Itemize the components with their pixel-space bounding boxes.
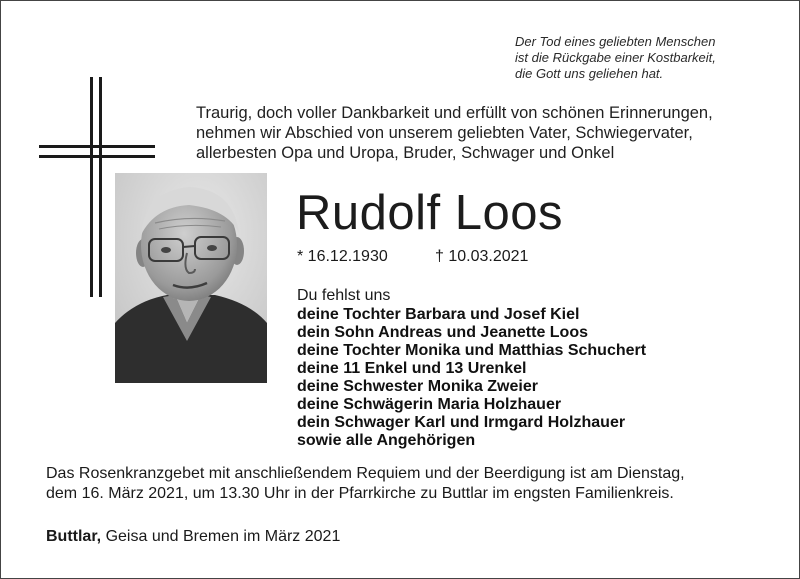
family-member: sowie alle Angehörigen: [297, 432, 476, 449]
portrait-illustration: [115, 173, 267, 383]
family-heading: Du fehlst uns: [297, 287, 391, 304]
family-member: deine Tochter Monika und Matthias Schuchert: [297, 342, 647, 359]
family-list: [297, 306, 646, 450]
death-date: † 10.03.2021: [435, 248, 529, 265]
family-member: deine Tochter Barbara und Josef Kiel: [297, 306, 580, 323]
life-dates: [297, 247, 529, 267]
family-member: deine 11 Enkel und 13 Urenkel: [297, 360, 527, 377]
birth-date: * 16.12.1930: [297, 248, 388, 265]
family-member: dein Sohn Andreas und Jeanette Loos: [297, 324, 588, 341]
deceased-name: Rudolf Loos: [296, 186, 564, 240]
service-details: Das Rosenkranzgebet mit anschließendem Requiem und der Beerdigung ist am Dienstag, dem 16. März 2021, um 13.30 Uhr in der Pfarrkirche zu Buttlar im engsten Familienkreis.: [46, 465, 685, 502]
quote-text: Der Tod eines geliebten Menschen ist die Rückgabe einer Kostbarkeit, die Gott uns geliehen hat.: [515, 34, 716, 81]
intro-text: Traurig, doch voller Dankbarkeit und erfüllt von schönen Erinnerungen, nehmen wir Abschied von unserem geliebten Vater, Schwiegervater, allerbesten Opa und Uropa, Bruder, Schwager und Onkel: [196, 104, 713, 162]
family-member: dein Schwager Karl und Irmgard Holzhauer: [297, 414, 626, 431]
portrait-photo: [115, 173, 267, 383]
family-member: deine Schwester Monika Zweier: [297, 378, 538, 395]
closing-place: Buttlar,: [46, 528, 102, 545]
closing-rest: Geisa und Bremen im März 2021: [101, 528, 341, 545]
closing-line: [46, 527, 340, 547]
family-member: deine Schwägerin Maria Holzhauer: [297, 396, 562, 413]
